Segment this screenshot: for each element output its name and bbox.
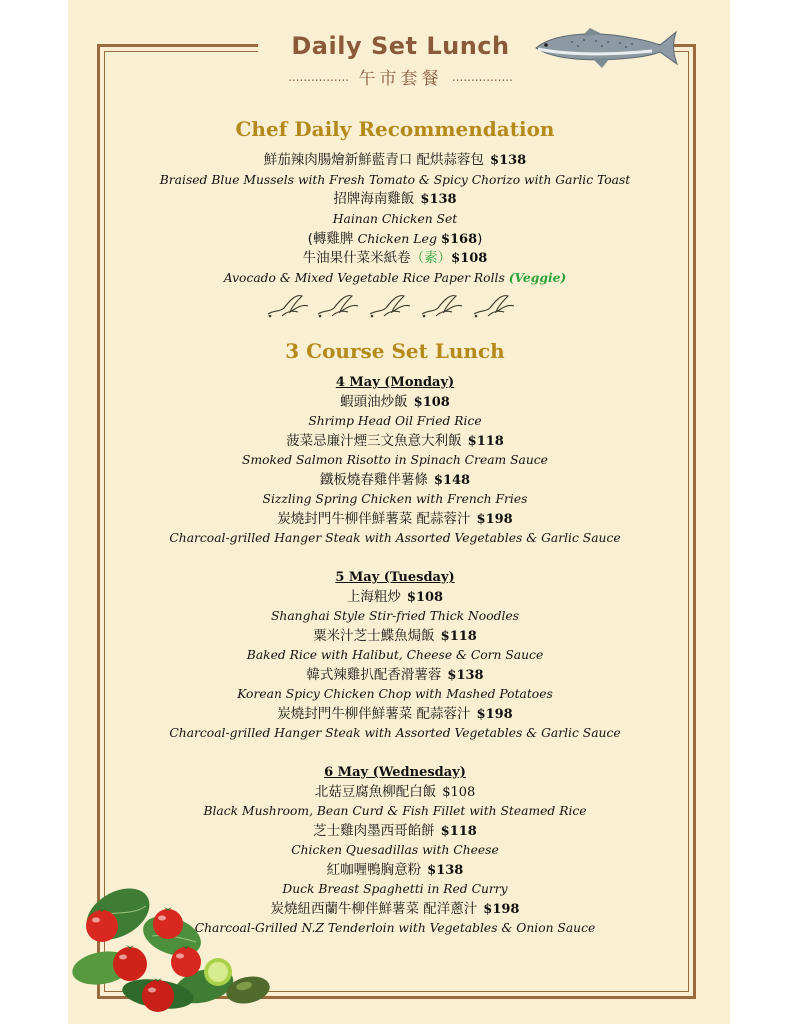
price: $138 (427, 862, 464, 878)
spacer (110, 744, 680, 764)
list-item: Hainan Chicken Set (332, 211, 458, 226)
list-item: Charcoal-grilled Hanger Steak with Assorted Vegetables & Garlic Sauce (169, 726, 621, 740)
tomato-basil-decoration-icon (72, 876, 276, 1016)
day-heading: 4 May (Monday) (335, 375, 455, 390)
price: $118 (440, 628, 477, 644)
list-item: Charcoal-grilled Hanger Steak with Assorted Vegetables & Garlic Sauce (169, 531, 621, 545)
three-course-heading: 3 Course Set Lunch (285, 339, 505, 363)
list-item: Shanghai Style Stir-fried Thick Noodles (270, 609, 519, 623)
veggie-badge: (Veggie) (508, 270, 567, 285)
list-item: Chicken Quesadillas with Cheese (291, 843, 499, 857)
chef-recommendation-heading: Chef Daily Recommendation (235, 117, 555, 141)
list-item: Sizzling Spring Chicken with French Fries (262, 492, 528, 506)
list-item: 韓式辣雞扒配香滑薯蓉 $138 (306, 666, 484, 683)
list-item: 炭燒封門牛柳伴鮮薯菜 配蒜蓉汁 $198 (277, 705, 513, 722)
list-item: 蝦頭油炒飯 $108 (340, 393, 450, 410)
subtitle-dots-right: ................ (451, 70, 513, 84)
price: $168 (440, 232, 478, 247)
price: $118 (467, 433, 504, 449)
price: $118 (440, 823, 477, 839)
flourish-divider-icon (262, 290, 524, 322)
price: $108 (442, 784, 476, 800)
list-item: 芝士雞肉墨西哥餡餅 $118 (313, 822, 477, 839)
list-item: 北菇豆腐魚柳配白飯 $108 (314, 783, 476, 800)
list-item: Braised Blue Mussels with Fresh Tomato & Spicy Chorizo with Garlic Toast (159, 172, 631, 187)
list-item: 粟米汁芝士鰈魚焗飯 $118 (313, 627, 477, 644)
price: $108 (413, 394, 450, 410)
list-item: Charcoal-Grilled N.Z Tenderloin with Vegetables & Onion Sauce (194, 921, 596, 935)
list-item: Duck Breast Spaghetti in Red Curry (282, 882, 508, 896)
spacer (110, 549, 680, 569)
list-item: 招牌海南雞飯 $138 (333, 191, 457, 207)
subtitle-zh: 午市套餐 (358, 69, 443, 89)
list-item: Shrimp Head Oil Fried Rice (308, 414, 482, 428)
list-item: 炭燒紐西蘭牛柳伴鮮薯菜 配洋蔥汁 $198 (270, 900, 520, 917)
price: $198 (476, 511, 513, 527)
salmon-fish-icon (532, 24, 680, 70)
list-item: 上海粗炒 $108 (346, 588, 444, 605)
list-item: Smoked Salmon Risotto in Spinach Cream Sauce (242, 453, 548, 467)
price: $198 (476, 706, 513, 722)
chef-recommendation-list (110, 151, 680, 288)
list-item: Korean Spicy Chicken Chop with Mashed Potatoes (237, 687, 553, 701)
upgrade-option: (轉雞脾 Chicken Leg $168) (307, 231, 483, 247)
page-title: Daily Set Lunch (291, 32, 510, 60)
price: $138 (420, 192, 457, 207)
list-item: 鮮茄辣肉腸燴新鮮藍青口 配烘蒜蓉包 $138 (263, 152, 527, 168)
day-heading: 6 May (Wednesday) (324, 765, 466, 780)
list-item: Black Mushroom, Bean Curd & Fish Fillet with Steamed Rice (203, 804, 587, 818)
price: $138 (447, 667, 484, 683)
list-item: Baked Rice with Halibut, Cheese & Corn Sauce (246, 648, 544, 662)
list-item: Avocado & Mixed Vegetable Rice Paper Rolls (Veggie) (223, 270, 567, 285)
list-item: 牛油果什菜米紙卷（素）$108 (302, 249, 488, 266)
price: $108 (406, 589, 444, 605)
price: $108 (451, 250, 488, 266)
page-subtitle (258, 64, 543, 89)
list-item: 紅咖喱鴨胸意粉 $138 (326, 861, 464, 878)
veggie-badge: （素） (410, 249, 452, 266)
three-course-list (110, 373, 680, 939)
subtitle-dots-left: ................ (288, 70, 350, 84)
price: $198 (483, 901, 520, 917)
day-heading: 5 May (Tuesday) (335, 570, 455, 585)
list-item: 炭燒封門牛柳伴鮮薯菜 配蒜蓉汁 $198 (277, 510, 513, 527)
price: $138 (490, 153, 527, 168)
price: $148 (433, 472, 471, 488)
list-item: 鐵板燒春雞伴薯條 $148 (319, 471, 471, 488)
list-item: 菠菜忌廉汁煙三文魚意大利飯 $118 (286, 432, 504, 449)
